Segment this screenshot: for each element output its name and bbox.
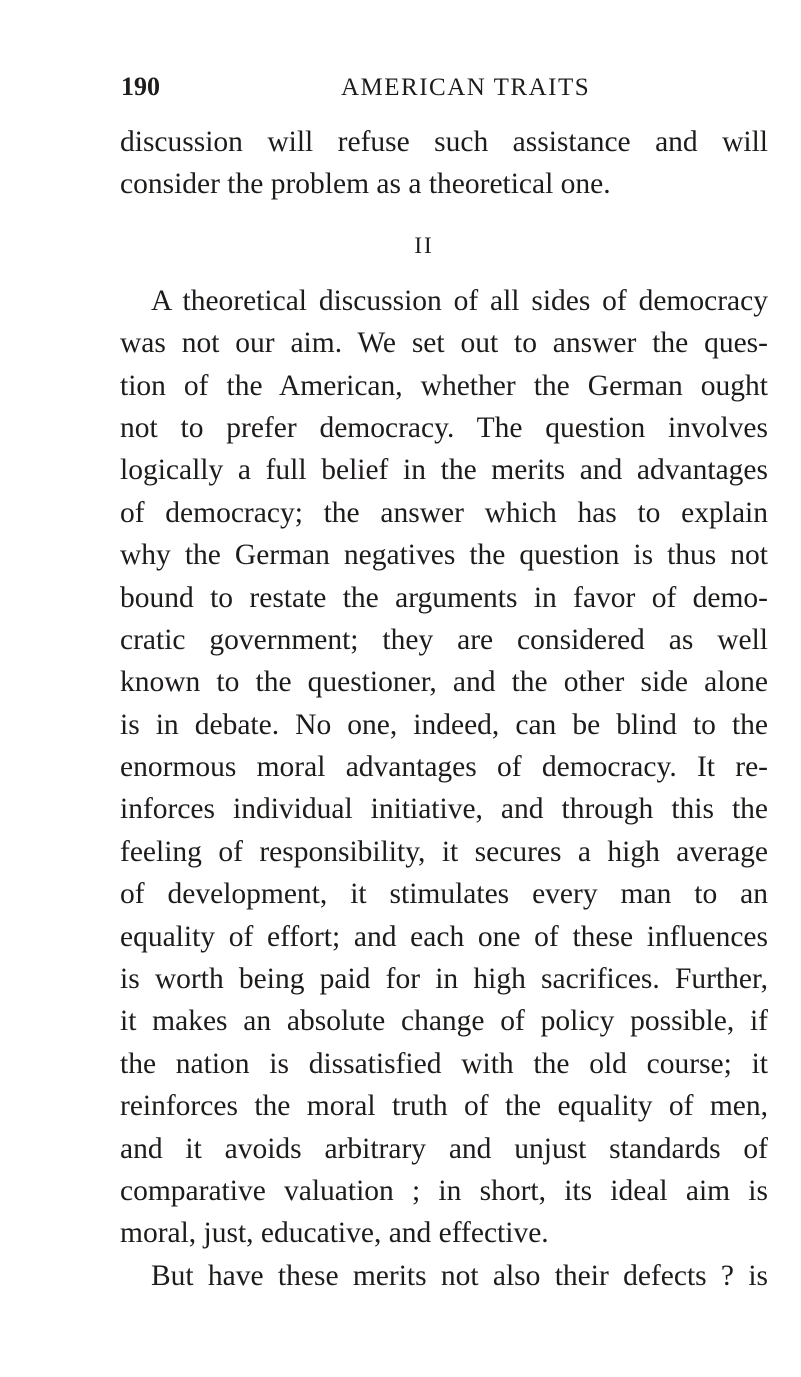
text-line: and it avoids arbitrary and unjust standards of bbox=[120, 1132, 768, 1165]
text-line: But have these merits not also their defects ? is bbox=[151, 1259, 768, 1292]
text-line: feeling of responsibility, it secures a high average bbox=[120, 835, 768, 868]
page-number: 190 bbox=[121, 72, 160, 101]
running-head bbox=[121, 66, 591, 106]
text-line: equality of effort; and each one of these influences bbox=[120, 920, 768, 953]
text-line: reinforces the moral truth of the equality of men, bbox=[120, 1090, 768, 1123]
text-line: inforces individual initiative, and through this the bbox=[120, 793, 768, 826]
text-line: logically a full belief in the merits and advantages bbox=[120, 454, 768, 487]
text-line: it makes an absolute change of policy possible, if bbox=[120, 1005, 768, 1038]
text-line: was not our aim. We set out to answer the ques- bbox=[120, 327, 768, 360]
text-line: bound to restate the arguments in favor of demo- bbox=[120, 581, 768, 614]
text-line: of democracy; the answer which has to explain bbox=[120, 496, 768, 529]
section-heading: II bbox=[414, 232, 434, 258]
text-line: A theoretical discussion of all sides of democracy bbox=[151, 284, 768, 317]
text-line: enormous moral advantages of democracy. It re- bbox=[120, 751, 768, 784]
text-line: comparative valuation ; in short, its ideal aim is bbox=[120, 1174, 768, 1207]
text-line: cratic government; they are considered as well bbox=[120, 623, 768, 656]
running-title: AMERICAN TRAITS bbox=[341, 74, 591, 101]
body-text bbox=[120, 121, 768, 1297]
text-line: the nation is dissatisfied with the old course; it bbox=[120, 1047, 768, 1080]
text-line: is in debate. No one, indeed, can be blind to the bbox=[120, 708, 768, 741]
text-line: why the German negatives the question is thus not bbox=[120, 539, 768, 572]
text-line: known to the questioner, and the other side alone bbox=[120, 666, 768, 699]
text-line: of development, it stimulates every man to an bbox=[120, 878, 768, 911]
text-line: is worth being paid for in high sacrifices. Further, bbox=[120, 963, 768, 996]
text-line: moral, just, educative, and effective. bbox=[120, 1217, 549, 1250]
text-line: tion of the American, whether the German ought bbox=[120, 369, 768, 402]
text-line: consider the problem as a theoretical one. bbox=[120, 168, 611, 201]
text-line: not to prefer democracy. The question involves bbox=[120, 411, 768, 444]
text-line: discussion will refuse such assistance and will bbox=[120, 126, 768, 158]
